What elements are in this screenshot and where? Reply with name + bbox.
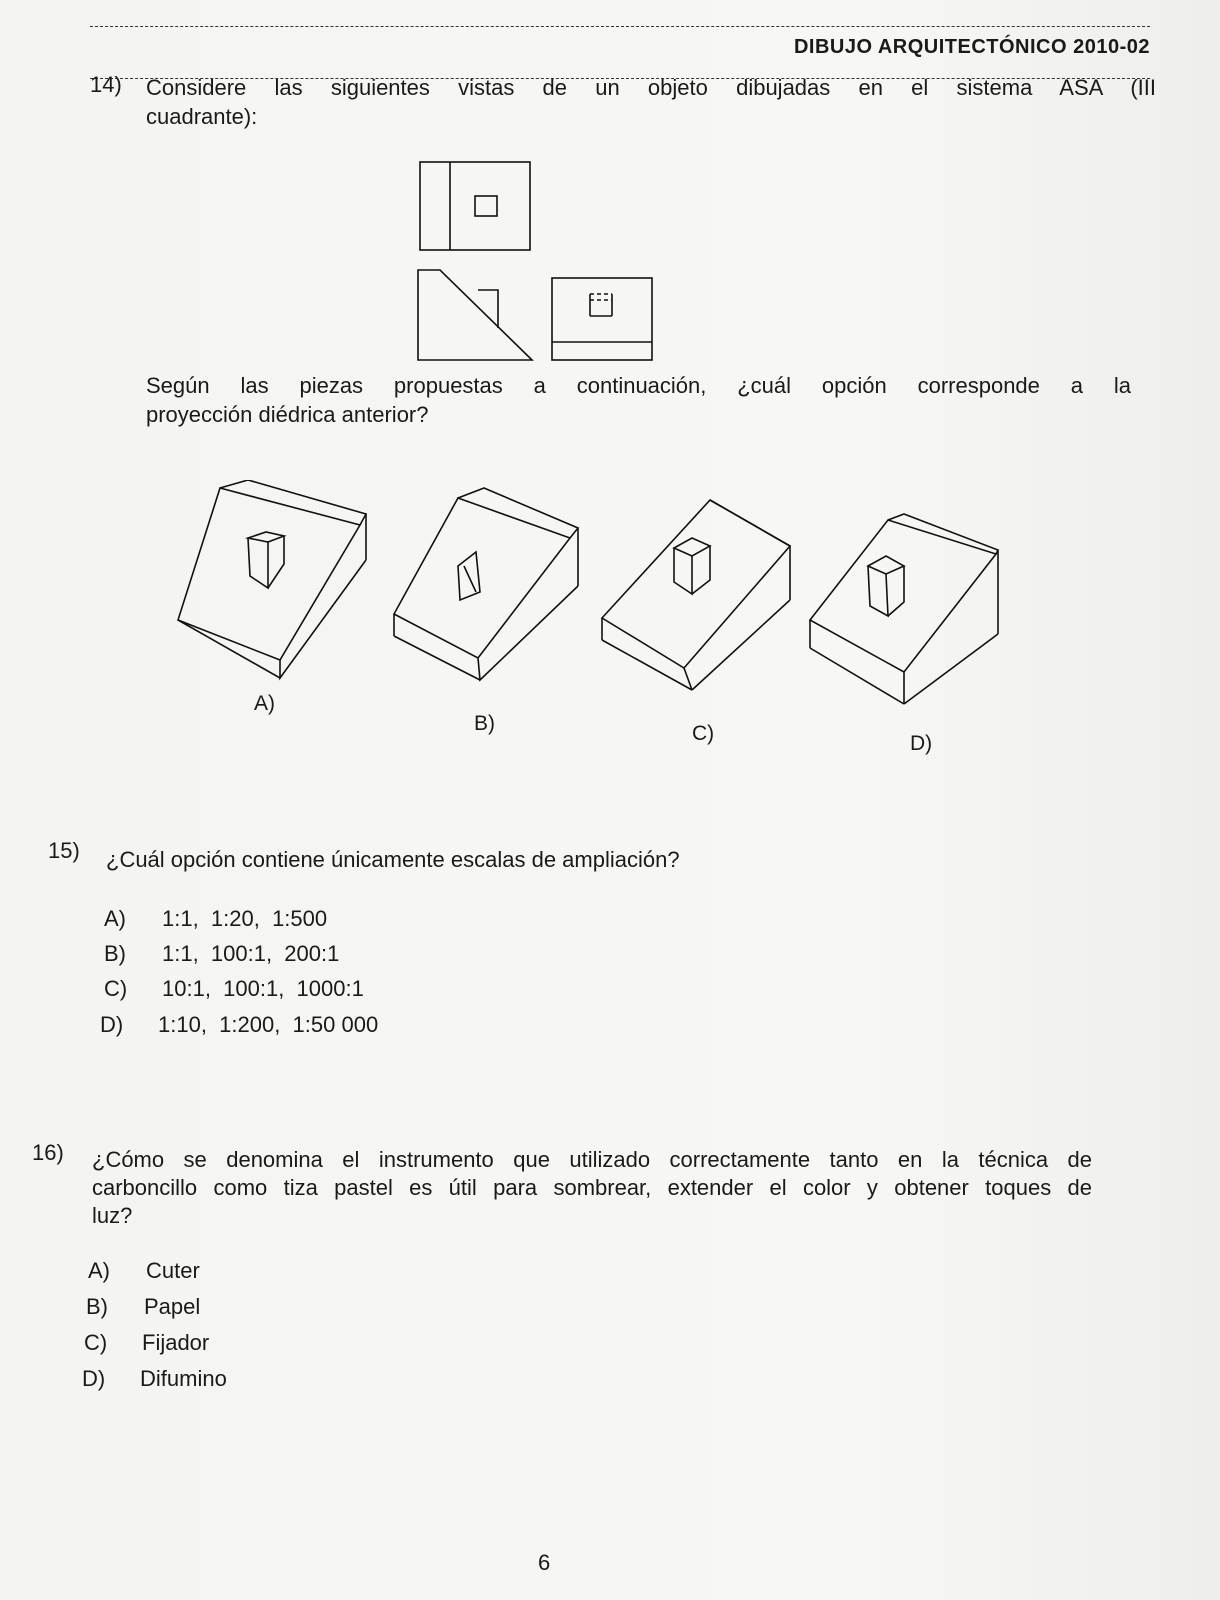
option-letter: D) [100,1012,124,1037]
option-letter: A) [88,1258,110,1283]
option-text: Papel [144,1294,201,1319]
option-letter: D) [82,1366,106,1391]
question-16-option-a [88,1256,200,1286]
question-16-number: 16) [32,1140,64,1165]
question-15-number: 15) [48,838,80,863]
page-number: 6 [538,1550,551,1575]
option-letter: A) [104,906,126,931]
option-letter: C) [104,976,128,1001]
isometric-option-a [170,480,380,700]
question-15-option-d [100,1010,378,1040]
option-label-b: B) [474,712,495,735]
question-14-text-line2: cuadrante): [146,104,258,129]
page-header: DIBUJO ARQUITECTÓNICO 2010-02 [793,36,1150,58]
question-14-number: 14) [90,72,122,97]
option-text: 10:1, 100:1, 1000:1 [162,976,364,1001]
option-label-d: D) [910,732,933,755]
option-text: 1:1, 100:1, 200:1 [162,941,340,966]
option-text: 1:10, 1:200, 1:50 000 [158,1012,379,1037]
question-14-prompt-line1: Según las piezas propuestas a continuación, ¿cuál opción corresponde a la [146,373,1131,398]
question-15-option-a [104,904,327,934]
question-16-option-c [84,1328,209,1358]
option-text: Fijador [142,1330,210,1355]
question-15-option-b [104,939,339,969]
isometric-option-d [808,510,1008,720]
question-16-option-b [86,1292,200,1322]
question-15-option-c [104,974,364,1004]
side-view [552,278,652,360]
option-text: 1:1, 1:20, 1:500 [162,906,328,931]
question-16-text-line3: luz? [92,1203,133,1228]
question-15-text: ¿Cuál opción contiene únicamente escalas de ampliación? [106,847,680,872]
isometric-option-c [600,490,800,700]
option-label-c: C) [692,722,715,745]
question-16-text-line1: ¿Cómo se denomina el instrumento que utilizado correctamente tanto en la técnica de [92,1147,1092,1172]
isometric-option-b [388,480,588,700]
option-letter: B) [86,1294,108,1319]
orthographic-views [400,150,680,380]
question-16-text-line2: carboncillo como tiza pastel es útil para sombrear, extender el color y obtener toques de [92,1175,1092,1200]
question-14-text-line1: Considere las siguientes vistas de un objeto dibujadas en el sistema ASA (III [146,75,1156,100]
option-label-a: A) [254,692,275,715]
front-view [418,270,532,360]
option-letter: B) [104,941,126,966]
option-text: Difumino [140,1366,227,1391]
question-16-option-d [82,1364,227,1394]
top-dashed-rule [90,26,1150,27]
question-14-prompt-line2: proyección diédrica anterior? [146,402,429,427]
option-letter: C) [84,1330,108,1355]
option-text: Cuter [146,1258,200,1283]
